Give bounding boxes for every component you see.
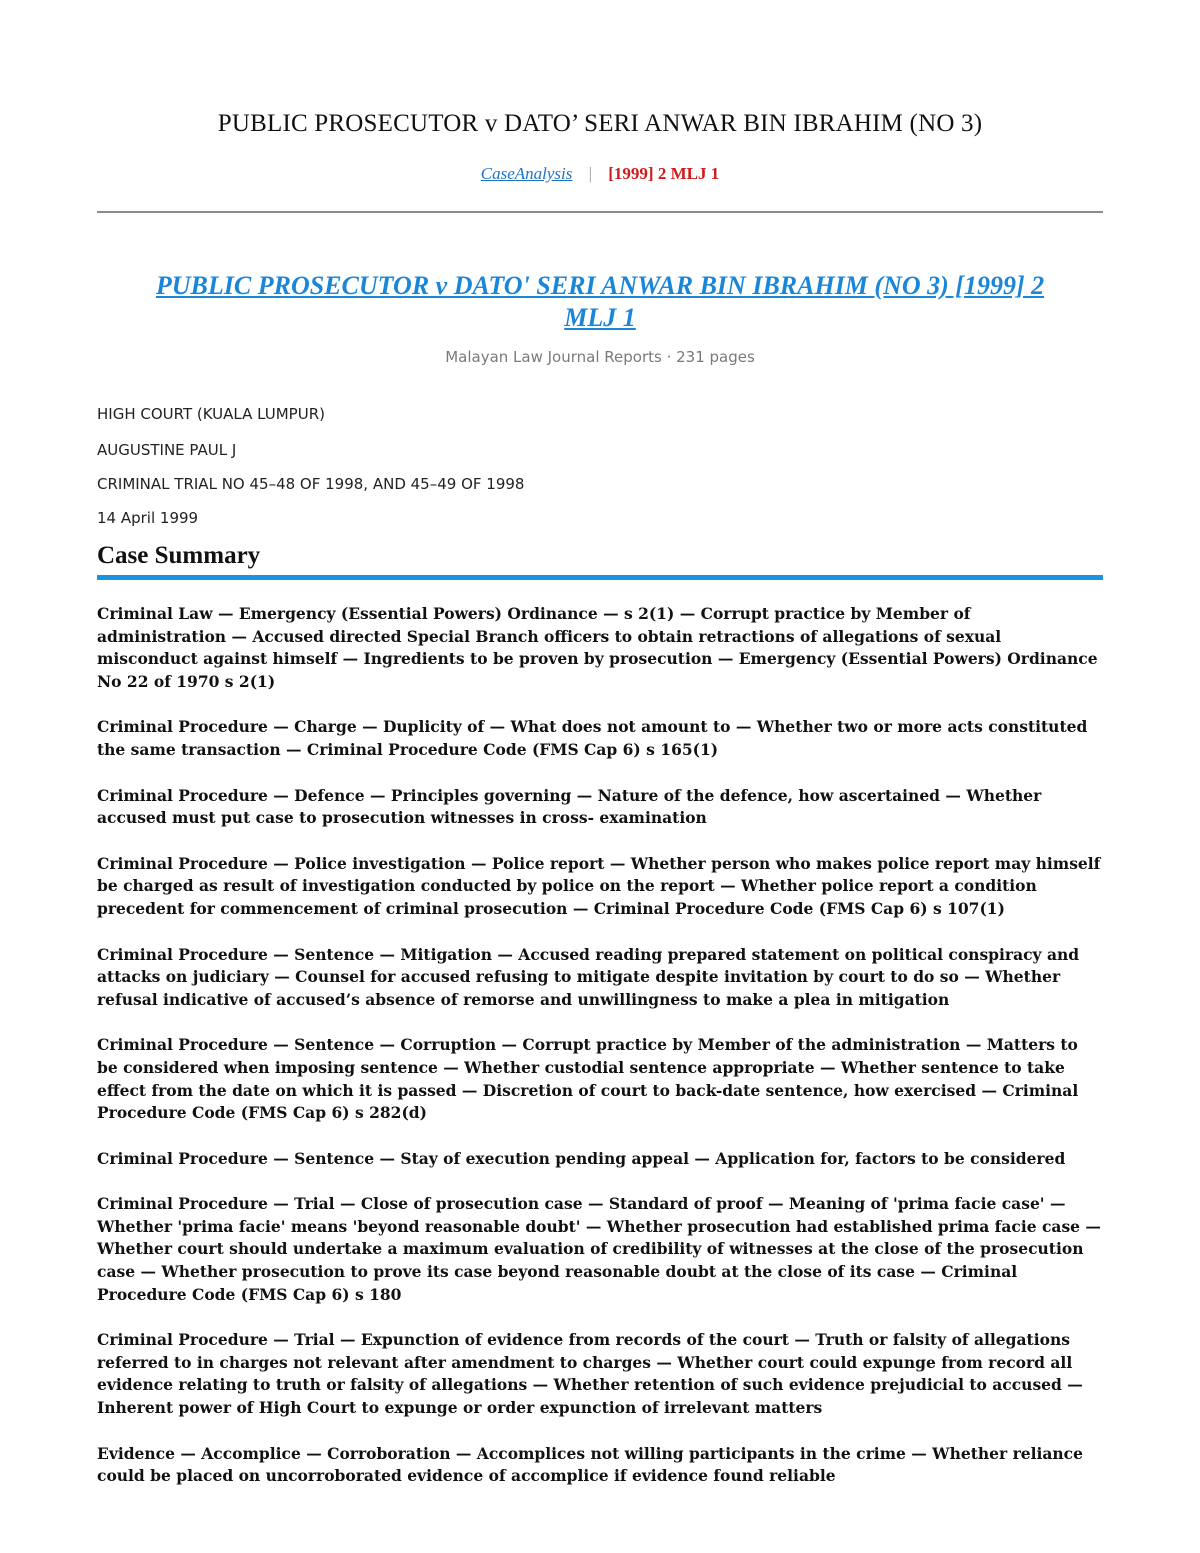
case-summary-list [97,603,1103,1511]
summary-item: Criminal Procedure — Sentence — Corruption — Corrupt practice by Member of the administration — Matters to be considered when imposing sentence — Whether custodial sentence appropriate — Whether sentence to take effect from the date on which it is passed — Discretion of court to back-date sentence, how exercised — Criminal Procedure Code (FMS Cap 6) s 282(d) [97,1035,1079,1123]
summary-item: Criminal Procedure — Defence — Principles governing — Nature of the defence, how ascertained — Whether accused must put case to prosecution witnesses in cross- examination [97,785,1042,828]
judge-name: AUGUSTINE PAUL J [97,441,237,459]
summary-item: Criminal Procedure — Sentence — Stay of execution pending appeal — Application for, factors to be considered [97,1148,1066,1168]
summary-item: Criminal Procedure — Sentence — Mitigation — Accused reading prepared statement on political conspiracy and attacks on judiciary — Counsel for accused refusing to mitigate despite invitation by court to do so — Whether refusal indicative of accused’s absence of remorse and unwillingness to make a plea in mitigation [97,944,1080,1009]
summary-item: Criminal Procedure — Trial — Expunction of evidence from records of the court — Truth or falsity of allegations referred to in charges not relevant after amendment to charges — Whether court could expunge from record all evidence relating to truth or falsity of allegations — Whether retention of such evidence prejudicial to accused — Inherent power of High Court to expunge or order expunction of irrelevant matters [97,1330,1083,1418]
case-analysis-link[interactable]: CaseAnalysis [480,164,573,183]
summary-item: Criminal Law — Emergency (Essential Powers) Ordinance — s 2(1) — Corrupt practice by Member of administration — Accused directed Special Branch officers to obtain retractions of allegations of sexual misconduct against himself — Ingredients to be proven by prosecution — Emergency (Essential Powers) Ordinance No 22 of 1970 s 2(1) [97,604,1098,691]
citation-label: [1999] 2 MLJ 1 [608,164,720,183]
section-divider [97,575,1103,580]
decision-date: 14 April 1999 [97,509,199,527]
document-title-link[interactable] [97,270,1103,334]
header-divider [97,211,1103,213]
document-subtitle: Malayan Law Journal Reports · 231 pages [445,348,755,366]
summary-item: Criminal Procedure — Trial — Close of prosecution case — Standard of proof — Meaning of 'prima facie case' — Whether 'prima facie' means 'beyond reasonable doubt' — Whether prosecution had established prima facie case — Whether court should undertake a maximum evaluation of credibility of witnesses at the close of the prosecution case — Whether prosecution to prove its case beyond reasonable doubt at the close of its case — Criminal Procedure Code (FMS Cap 6) s 180 [97,1194,1101,1304]
summary-item: Criminal Procedure — Police investigation — Police report — Whether person who makes police report may himself be charged as result of investigation conducted by police on the report — Whether police report a condition precedent for commencement of criminal prosecution — Criminal Procedure Code (FMS Cap 6) s 107(1) [97,853,1101,918]
meta-separator: | [588,164,593,183]
document-title-line-2: MLJ 1 [564,303,636,332]
page-title: PUBLIC PROSECUTOR v DATO’ SERI ANWAR BIN IBRAHIM (NO 3) [217,110,983,137]
trial-number: CRIMINAL TRIAL NO 45–48 OF 1998, AND 45–49 OF 1998 [97,475,525,493]
section-heading-case-summary: Case Summary [97,542,261,569]
summary-item: Evidence — Accomplice — Corroboration — Accomplices not willing participants in the crime — Whether reliance could be placed on uncorroborated evidence of accomplice if evidence found reliable [97,1443,1083,1486]
court-name: HIGH COURT (KUALA LUMPUR) [97,405,325,423]
summary-item: Criminal Procedure — Charge — Duplicity of — What does not amount to — Whether two or more acts constituted the same transaction — Criminal Procedure Code (FMS Cap 6) s 165(1) [97,717,1088,759]
document-title-line-1: PUBLIC PROSECUTOR v DATO' SERI ANWAR BIN IBRAHIM (NO 3) [1999] 2 [155,271,1045,300]
header-meta [97,164,1103,184]
